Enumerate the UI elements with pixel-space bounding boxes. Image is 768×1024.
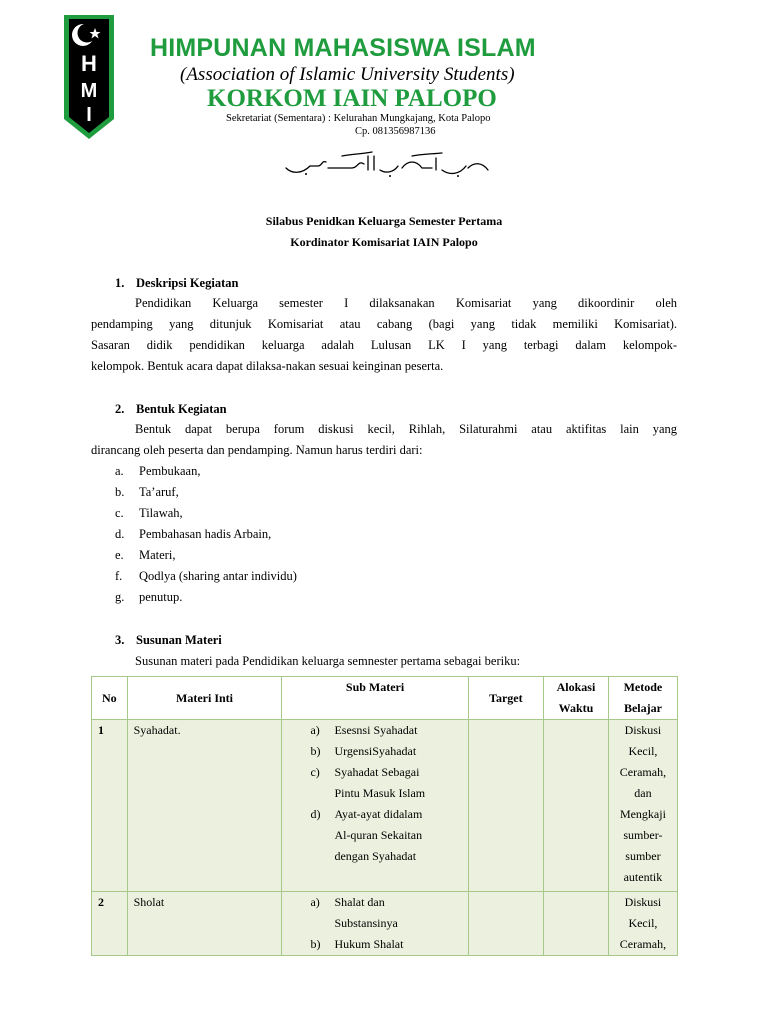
sub-line: dengan Syahadat xyxy=(334,849,417,863)
sub-text xyxy=(334,934,467,955)
cell-metode xyxy=(608,720,677,892)
metode-line: Diskusi xyxy=(624,895,662,909)
cell-no: 1 xyxy=(92,720,128,892)
logo-letter-m: M xyxy=(80,80,98,102)
metode-line: sumber- xyxy=(623,828,663,842)
list-item xyxy=(115,482,297,503)
section-3-paragraph xyxy=(135,651,695,672)
list-item xyxy=(115,566,297,587)
cell-target xyxy=(468,892,543,956)
paragraph-line: Bentuk dapat berupa forum diskusi kecil, Rihlah, Silaturahmi atau aktifitas lain yang xyxy=(135,422,677,436)
sub-item xyxy=(282,892,467,934)
sub-text xyxy=(334,762,467,804)
sub-marker: b) xyxy=(310,937,321,951)
sub-line: Pintu Masuk Islam xyxy=(334,786,426,800)
metode-line: Diskusi xyxy=(624,723,662,737)
section-title: Susunan Materi xyxy=(136,633,222,647)
paragraph-line: Susunan materi pada Pendidikan keluarga semnester pertama sebagai beriku: xyxy=(135,654,521,668)
table-row xyxy=(92,720,678,892)
header-materi-inti: Materi Inti xyxy=(127,677,282,720)
materi-table xyxy=(91,676,678,956)
sub-item xyxy=(282,804,467,867)
sub-line: Ayat-ayat didalam xyxy=(334,807,423,821)
metode-line: Ceramah, xyxy=(619,937,667,951)
list-marker: a. xyxy=(115,464,124,478)
list-item xyxy=(115,503,297,524)
section-title: Bentuk Kegiatan xyxy=(136,402,227,416)
org-name-english: (Association of Islamic University Students) xyxy=(180,64,515,85)
metode-line: dan xyxy=(634,786,652,800)
paragraph-line: pendamping yang ditunjuk Komisariat atau cabang (bagi yang tidak memiliki Komisariat). xyxy=(91,317,677,331)
header-text: Waktu xyxy=(558,701,594,715)
org-name: HIMPUNAN MAHASISWA ISLAM xyxy=(150,34,536,62)
list-item xyxy=(115,587,297,608)
paragraph-line: dirancang oleh peserta dan pendamping. Namun harus terdiri dari: xyxy=(91,443,423,457)
header-alokasi-waktu xyxy=(544,677,609,720)
org-subtitle: KORKOM IAIN PALOPO xyxy=(207,85,497,112)
metode-line: sumber xyxy=(625,849,661,863)
list-item xyxy=(115,545,297,566)
cell-alokasi xyxy=(544,720,609,892)
section-number: 3. xyxy=(115,633,125,647)
header-metode-belajar xyxy=(608,677,677,720)
cell-target xyxy=(468,720,543,892)
list-text: Qodlya (sharing antar individu) xyxy=(139,569,297,583)
header-target: Target xyxy=(468,677,543,720)
sub-text xyxy=(334,741,467,762)
list-marker: d. xyxy=(115,527,125,541)
metode-line: Kecil, xyxy=(628,744,658,758)
org-phone: Cp. 081356987136 xyxy=(355,126,436,137)
paragraph-line: Sasaran didik pendidikan keluarga adalah Lulusan LK I yang terbagi dalam kelompok- xyxy=(91,338,677,352)
org-address: Sekretariat (Sementara) : Kelurahan Mungkajang, Kota Palopo xyxy=(226,113,491,124)
basmalah-calligraphy xyxy=(282,150,492,178)
hmi-logo xyxy=(64,15,114,139)
sub-line: UrgensiSyahadat xyxy=(334,744,417,758)
list-marker: g. xyxy=(115,590,125,604)
list-marker: f. xyxy=(115,569,123,583)
section-2-paragraph xyxy=(91,419,677,461)
sub-marker: d) xyxy=(310,807,321,821)
section-number: 2. xyxy=(115,402,125,416)
sub-item xyxy=(282,741,467,762)
list-text: Pembahasan hadis Arbain, xyxy=(139,527,272,541)
section-heading-3 xyxy=(115,633,222,648)
section-title: Deskripsi Kegiatan xyxy=(136,276,239,290)
sub-marker: c) xyxy=(310,765,320,779)
header-text: Metode xyxy=(623,680,663,694)
cell-no: 2 xyxy=(92,892,128,956)
sub-line: Al-quran Sekaitan xyxy=(334,828,423,842)
cell-materi: Syahadat. xyxy=(127,720,282,892)
section-heading-2 xyxy=(115,402,227,417)
paragraph-line: Pendidikan Keluarga semester I dilaksanakan Komisariat yang dikoordinir oleh xyxy=(135,296,677,310)
sub-marker: a) xyxy=(310,895,320,909)
document-subtitle: Kordinator Komisariat IAIN Palopo xyxy=(290,235,478,249)
sub-text xyxy=(334,892,467,934)
list-item xyxy=(115,461,297,482)
header-no: No xyxy=(92,677,128,720)
header-sub-materi: Sub Materi xyxy=(282,677,468,720)
list-marker: b. xyxy=(115,485,125,499)
cell-sub-materi xyxy=(282,720,468,892)
list-marker: c. xyxy=(115,506,124,520)
metode-line: autentik xyxy=(623,870,663,884)
sub-item xyxy=(282,934,467,955)
sub-marker: a) xyxy=(310,723,320,737)
sub-line: Esesnsi Syahadat xyxy=(334,723,418,737)
metode-line: Kecil, xyxy=(628,916,658,930)
table-header-row xyxy=(92,677,678,720)
section-heading-1 xyxy=(115,276,238,291)
logo-letter-h: H xyxy=(81,51,97,76)
activity-list xyxy=(115,461,297,608)
list-marker: e. xyxy=(115,548,124,562)
sub-line: Syahadat Sebagai xyxy=(334,765,420,779)
header-text: Belajar xyxy=(623,701,662,715)
section-number: 1. xyxy=(115,276,125,290)
cell-alokasi xyxy=(544,892,609,956)
metode-line: Ceramah, xyxy=(619,765,667,779)
table-row xyxy=(92,892,678,956)
sub-item xyxy=(282,762,467,804)
list-item xyxy=(115,524,297,545)
sub-text xyxy=(334,720,467,741)
logo-letter-i: I xyxy=(86,104,92,126)
list-text: Ta’aruf, xyxy=(139,485,179,499)
sub-line: Hukum Shalat xyxy=(334,937,404,951)
list-text: penutup. xyxy=(139,590,183,604)
cell-sub-materi xyxy=(282,892,468,956)
cell-materi: Sholat xyxy=(127,892,282,956)
sub-text xyxy=(334,804,467,867)
sub-item xyxy=(282,720,467,741)
cell-metode xyxy=(608,892,677,956)
list-text: Tilawah, xyxy=(139,506,183,520)
sub-line: Shalat dan xyxy=(334,895,385,909)
sub-line: Substansinya xyxy=(334,916,398,930)
metode-line: Mengkaji xyxy=(619,807,666,821)
list-text: Materi, xyxy=(139,548,176,562)
header-text: Alokasi xyxy=(556,680,596,694)
sub-marker: b) xyxy=(310,744,321,758)
paragraph-line: kelompok. Bentuk acara dapat dilaksa-nakan sesuai keinginan peserta. xyxy=(91,359,444,373)
document-title: Silabus Penidkan Keluarga Semester Pertama xyxy=(265,214,503,228)
list-text: Pembukaan, xyxy=(139,464,201,478)
section-1-paragraph xyxy=(91,293,677,377)
